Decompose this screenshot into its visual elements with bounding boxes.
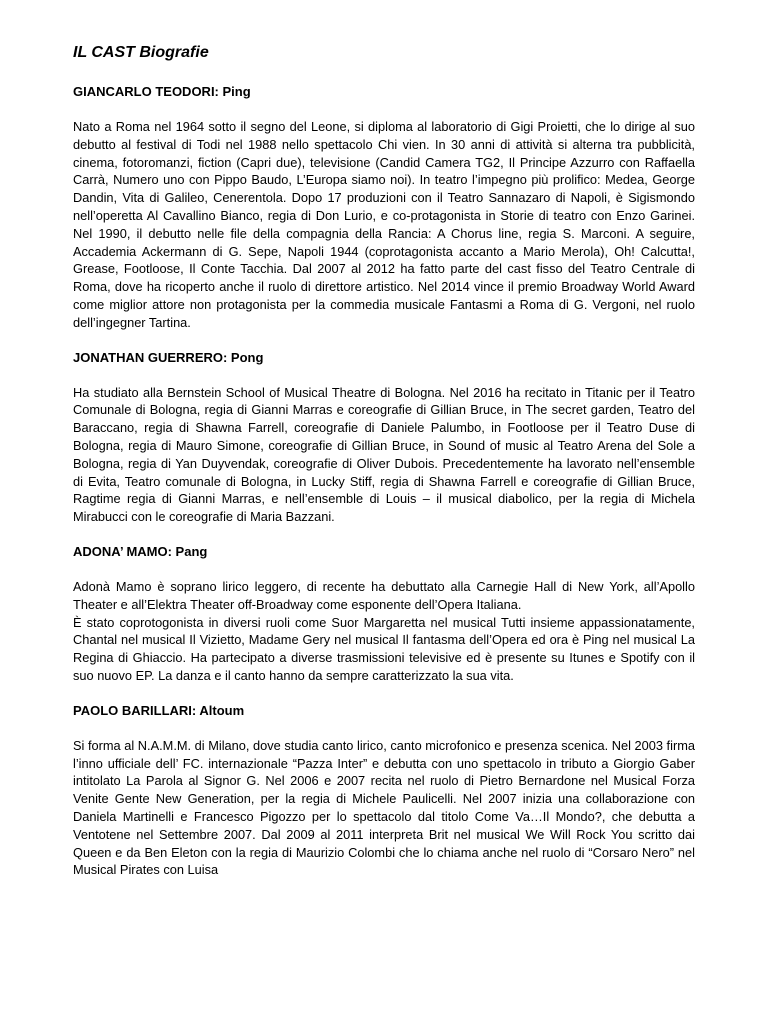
- cast-heading: PAOLO BARILLARI: Altoum: [73, 702, 245, 718]
- cast-heading: JONATHAN GUERRERO: Pong: [73, 349, 264, 365]
- cast-bio-teodori: [73, 83, 695, 332]
- bio-paragraph: Ha studiato alla Bernstein School of Musical Theatre di Bologna. Nel 2016 ha recitato in Titanic per il Teatro Comunale di Bologna, regia di Gianni Marras e coreografie di Gillian Bruce, in The secret garden, Teatro del Baraccano, regia di Shawna Farrell, coreografie di Daniele Palumbo, in Footloose per il Teatro Duse di Bologna, regia di Mauro Simone, coreografie di Gillian Bruce, in Sound of music al Teatro Arena del Sole a Bologna, regia di Yan Duyvendak, coreografie di Oliver Dubois. Precedentemente ha lavorato nell’ensemble di Evita, Teatro comunale di Bologna, in Lucky Stiff, regia di Shawna Farrell e coreografie di Gillian Bruce, Ragtime regia di Gianni Marras, e nell’ensemble di Louis – il musical diabolico, per la regia di Michela Mirabucci con le coreografie di Maria Bazzani.: [73, 384, 695, 525]
- cast-heading: GIANCARLO TEODORI: Ping: [73, 84, 251, 99]
- bio-paragraph: Adonà Mamo è soprano lirico leggero, di recente ha debuttato alla Carnegie Hall di New York, all’Apollo Theater e all’Elektra Theater off-Broadway come esponente dell’Opera Italiana.: [73, 578, 695, 612]
- bio-paragraph: Si forma al N.A.M.M. di Milano, dove studia canto lirico, canto microfonico e presenza scenica. Nel 2003 firma l’inno ufficiale dell’ FC. internazionale “Pazza Inter” e debutta con uno spettacolo in tributo a Giorgio Gaber intitolato La Parola al Signor G. Nel 2006 e 2007 recita nel ruolo di Pietro Bernardone nel Musical Forza Venite Gente New Generation, per la regia di Michele Paulicelli. Nel 2007 inizia una collaborazione con Daniela Martinelli e Francesco Pigozzo per lo spettacolo dal titolo Come Va…Il Mondo?, che debutta a Ventotene nel Settembre 2007. Dal 2009 al 2011 interpreta Brit nel musical We Will Rock You scritto dai Queen e da Ben Eleton con la regia di Maurizio Colombi che lo chiama anche nel ruolo di “Corsaro Nero” nel Musical Pirates con Luisa: [73, 737, 695, 878]
- document-title: IL CAST Biografie: [73, 44, 209, 61]
- cast-bio-barillari: [73, 702, 695, 879]
- cast-bio-mamo: [73, 543, 695, 685]
- cast-bio-guerrero: [73, 349, 695, 526]
- cast-heading: ADONA’ MAMO: Pang: [73, 543, 208, 559]
- bio-paragraph: Nato a Roma nel 1964 sotto il segno del Leone, si diploma al laboratorio di Gigi Proietti, che lo dirige al suo debutto al festival di Todi nel 1988 nello spettacolo Chi vien. In 30 anni di attività si alterna tra pubblicità, cinema, fotoromanzi, fiction (Capri due), televisione (Candid Camera TG2, Il Principe Azzurro con Raffaella Carrà, Numero uno con Pippo Baudo, L’Europa siamo noi). In teatro l’impegno più prolifico: Medea, George Dandin, Vita di Galileo, Cenerentola. Dopo 17 produzioni con il Teatro Sannazaro di Napoli, è Sigismondo nell’operetta Al Cavallino Bianco, regia di Don Lurio, e co-protagonista in Storie di teatro con Enzo Garinei. Nel 1990, il debutto nelle file della compagnia della Rancia: A Chorus line, regia S. Marconi. A seguire, Accademia Ackermann di G. Sepe, Napoli 1944 (coprotagonista accanto a Mario Merola), Oh! Calcutta!, Grease, Footloose, Il Conte Tacchia. Dal 2007 al 2012 ha fatto parte del cast fisso del Teatro Centrale di Roma, dove ha ricoperto anche il ruolo di direttore artistico. Nel 2014 vince il premio Broadway World Award come miglior attore non protagonista per la commedia musicale Fantasmi a Roma di G. Vergoni, nel ruolo dell’ingegner Tartina.: [73, 119, 695, 330]
- document-page: [73, 40, 695, 896]
- bio-paragraph: È stato coprotogonista in diversi ruoli come Suor Margaretta nel musical Tutti insieme appassionatamente, Chantal nel musical Il Vizietto, Madame Gery nel musical Il fantasma dell’Opera ed ora è Ping nel musical La Regina di Ghiaccio. Ha partecipato a diverse trasmissioni televisive ed è presente su Itunes e Spotify con il suo nuovo EP. La danza e il canto hanno da sempre caratterizzato la sua vita.: [73, 614, 695, 683]
